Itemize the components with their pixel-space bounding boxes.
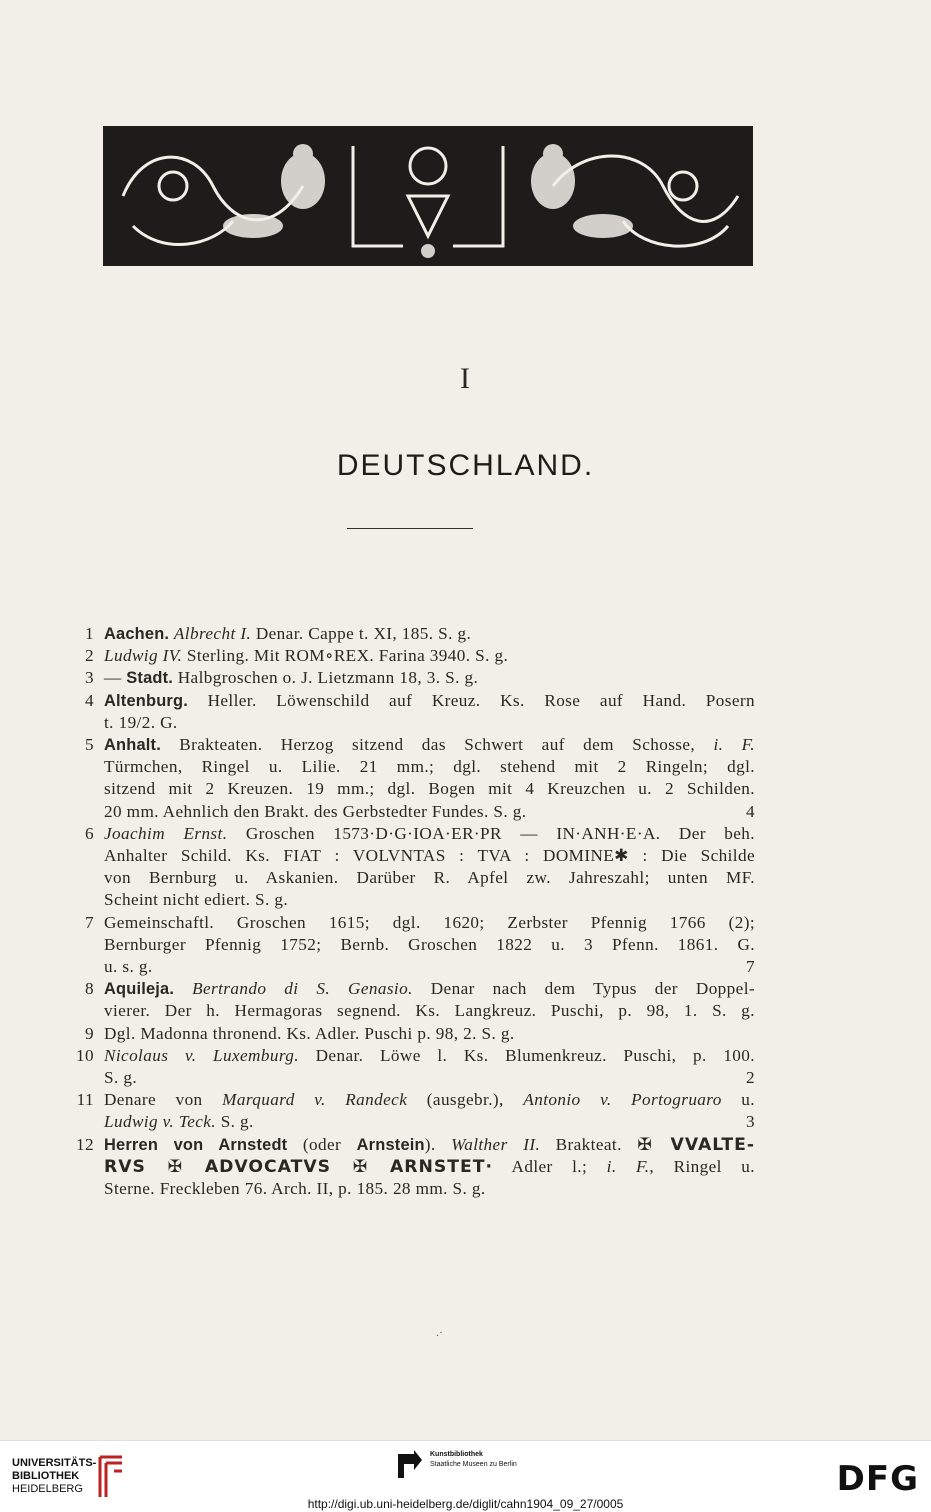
entry-text: Scheint nicht ediert. S. g. (104, 890, 289, 910)
entry-text: Halbgroschen o. J. Lietzmann 18, 3. S. g. (173, 668, 479, 688)
entry-ruler-name: Antonio v. Portogruaro (523, 1090, 722, 1110)
entry-ruler-name: i. F. (606, 1156, 650, 1176)
library-logo-icon (94, 1453, 128, 1501)
entry-line (104, 1089, 755, 1111)
entry-text: Groschen 1573·D·G·IOA·ER·PR — IN·ANH·E·A. Der beh. (227, 823, 755, 843)
entry-number: 10 (76, 1045, 94, 1065)
entry-heading: Stadt. (126, 669, 174, 688)
entry-number: 9 (85, 1023, 94, 1043)
entry-text: Türmchen, Ringel u. Lilie. 21 mm.; dgl. stehend mit 2 Ringeln; dgl. (104, 757, 755, 777)
entry-line (104, 734, 755, 756)
catalog-entry (70, 1134, 755, 1201)
entry-text: t. 19/2. G. (104, 712, 178, 732)
entry-text: Denar. Cappe t. XI, 185. S. g. (251, 624, 472, 643)
entry-number: 3 (85, 668, 94, 688)
entry-heading: Herren von Arnstedt (104, 1135, 288, 1154)
entry-number: 7 (85, 912, 94, 932)
entry-text: sitzend mit 2 Kreuzen. 19 mm.; dgl. Bogen mit 4 Kreuzchen u. 2 Schilden. (104, 779, 755, 799)
entry-line (104, 801, 755, 823)
entry-line (104, 889, 755, 911)
entry-line (104, 867, 755, 889)
entry-text: Dgl. Madonna thronend. Ks. Adler. Puschi p. 98, 2. S. g. (104, 1023, 515, 1043)
catalog-entry (70, 978, 755, 1022)
entry-text: vierer. Der h. Hermagoras segnend. Ks. Langkreuz. Puschi, p. 98, 1. S. g. (104, 1001, 755, 1021)
catalog-entry (70, 1089, 755, 1133)
entry-number: 12 (76, 1134, 94, 1154)
entry-text: Brakteaten. Herzog sitzend das Schwert auf dem Schosse, (160, 735, 714, 755)
entry-line (104, 645, 755, 667)
entry-text: 20 mm. Aehnlich den Brakt. des Gerbstedter Fundes. S. g. (104, 801, 527, 821)
entry-line (104, 978, 755, 1000)
plate-reference: 4 (746, 801, 755, 821)
entry-line (104, 1023, 755, 1045)
entry-line (104, 712, 755, 734)
plate-reference: 3 (746, 1112, 755, 1132)
entry-text: u. (721, 1090, 755, 1110)
entry-ruler-name: Walther II. (451, 1134, 541, 1154)
entry-line (104, 778, 755, 800)
catalog-entry (70, 1023, 755, 1045)
entry-line (104, 1111, 755, 1133)
entry-ruler-name: Joachim Ernst. (104, 823, 228, 843)
entry-number: 11 (76, 1090, 94, 1110)
entry-ruler-name: Albrecht I. (173, 624, 252, 643)
entry-line (104, 667, 755, 689)
ornamental-headpiece (103, 126, 753, 266)
entry-number: 1 (85, 624, 94, 643)
catalog-entries (70, 623, 755, 1200)
entry-number: 4 (85, 690, 94, 710)
entry-heading: Aquileja. (104, 980, 175, 999)
entry-line (104, 1067, 755, 1089)
entry-line (104, 1045, 755, 1067)
entry-line (104, 1156, 755, 1178)
entry-line (104, 623, 755, 645)
entry-line (104, 1134, 755, 1156)
entry-text: ). (424, 1134, 452, 1154)
entry-line (104, 690, 755, 712)
entry-heading: Aachen. (104, 625, 170, 643)
entry-line (104, 1178, 755, 1200)
entry-heading: Altenburg. (104, 691, 188, 710)
entry-line (104, 756, 755, 778)
entry-text: Adler l.; (492, 1156, 607, 1176)
entry-heading: Arnstein (356, 1135, 425, 1154)
entry-ruler-name: Ludwig v. Teck. (104, 1112, 216, 1132)
entry-text: S. g. (216, 1112, 254, 1132)
entry-ruler-name: Nicolaus v. Luxemburg. (104, 1045, 299, 1065)
entry-text: Gemeinschaftl. Groschen 1615; dgl. 1620; Zerbster Pfennig 1766 (2); (104, 912, 755, 932)
entry-line (104, 823, 755, 845)
page-mark: .· (436, 1325, 443, 1339)
entry-text: Denar nach dem Typus der Doppel- (412, 979, 755, 999)
chapter-title: DEUTSCHLAND. (336, 449, 595, 482)
plate-reference: 7 (746, 957, 755, 977)
catalog-entry (70, 623, 755, 645)
entry-text: Denar. Löwe l. Ks. Blumenkreuz. Puschi, p. 100. (298, 1045, 755, 1065)
catalog-entry (70, 734, 755, 823)
digitization-footer (0, 1440, 931, 1512)
entry-text (174, 979, 192, 998)
entry-heading: Anhalt. (104, 736, 161, 755)
plate-reference: 2 (746, 1068, 755, 1088)
entry-text: RVS ✠ ADVOCATVS ✠ ARNSTET· (104, 1156, 493, 1177)
catalog-entry (70, 690, 755, 734)
entry-line (104, 1000, 755, 1022)
kunstbibliothek-label: Kunstbibliothek Staatliche Museen zu Berlin (430, 1451, 517, 1468)
entry-text: Bernburger Pfennig 1752; Bernb. Groschen 1822 u. 3 Pfenn. 1861. G. (104, 934, 755, 954)
entry-line (104, 845, 755, 867)
library-name: UNIVERSITÄTS- BIBLIOTHEK HEIDELBERG (12, 1457, 97, 1495)
kunstbibliothek-logo-icon (398, 1450, 422, 1478)
entry-text: ✠ VVALTE- (637, 1134, 755, 1155)
chapter-numeral: I (460, 362, 471, 395)
entry-ruler-name: Bertrando di S. Genasio. (192, 979, 413, 999)
entry-text: Denare von (104, 1090, 223, 1110)
entry-line (104, 912, 755, 934)
entry-text: Heller. Löwenschild auf Kreuz. Ks. Rose auf Hand. Posern (187, 690, 755, 710)
dfg-logo: DFG (836, 1459, 919, 1499)
entry-text: (ausgebr.), (407, 1090, 524, 1110)
entry-text: — (104, 668, 127, 688)
entry-text: (oder (287, 1134, 357, 1154)
catalog-entry (70, 645, 755, 667)
entry-line (104, 934, 755, 956)
entry-ruler-name: i. F. (713, 735, 756, 755)
entry-text: Sterne. Freckleben 76. Arch. II, p. 185. 28 mm. S. g. (104, 1179, 486, 1199)
catalog-entry (70, 1045, 755, 1089)
entry-text: Brakteat. (540, 1134, 638, 1154)
entry-text: S. g. (104, 1068, 138, 1088)
permalink-url[interactable]: http://digi.ub.uni-heidelberg.de/diglit/cahn1904_09_27/0005 (307, 1497, 624, 1511)
entry-number: 8 (85, 979, 94, 999)
entry-number: 2 (85, 646, 94, 666)
entry-number: 6 (85, 823, 94, 843)
entry-number: 5 (85, 735, 94, 755)
entry-text: Anhalter Schild. Ks. FIAT : VOLVNTAS : TVA : DOMINE✱ : Die Schilde (104, 846, 755, 866)
catalog-entry (70, 912, 755, 979)
entry-text: u. s. g. (104, 957, 153, 977)
entry-text: von Bernburg u. Askanien. Darüber R. Apfel zw. Jahreszahl; unten MF. (104, 868, 755, 888)
title-rule (347, 528, 473, 529)
entry-ruler-name: Marquard v. Randeck (222, 1090, 408, 1110)
catalog-entry (70, 823, 755, 912)
catalog-entry (70, 667, 755, 689)
entry-text: Sterling. Mit ROM∘REX. Farina 3940. S. g. (182, 646, 509, 666)
entry-ruler-name: Ludwig IV. (104, 646, 183, 666)
entry-line (104, 956, 755, 978)
entry-text: , Ringel u. (649, 1156, 755, 1176)
